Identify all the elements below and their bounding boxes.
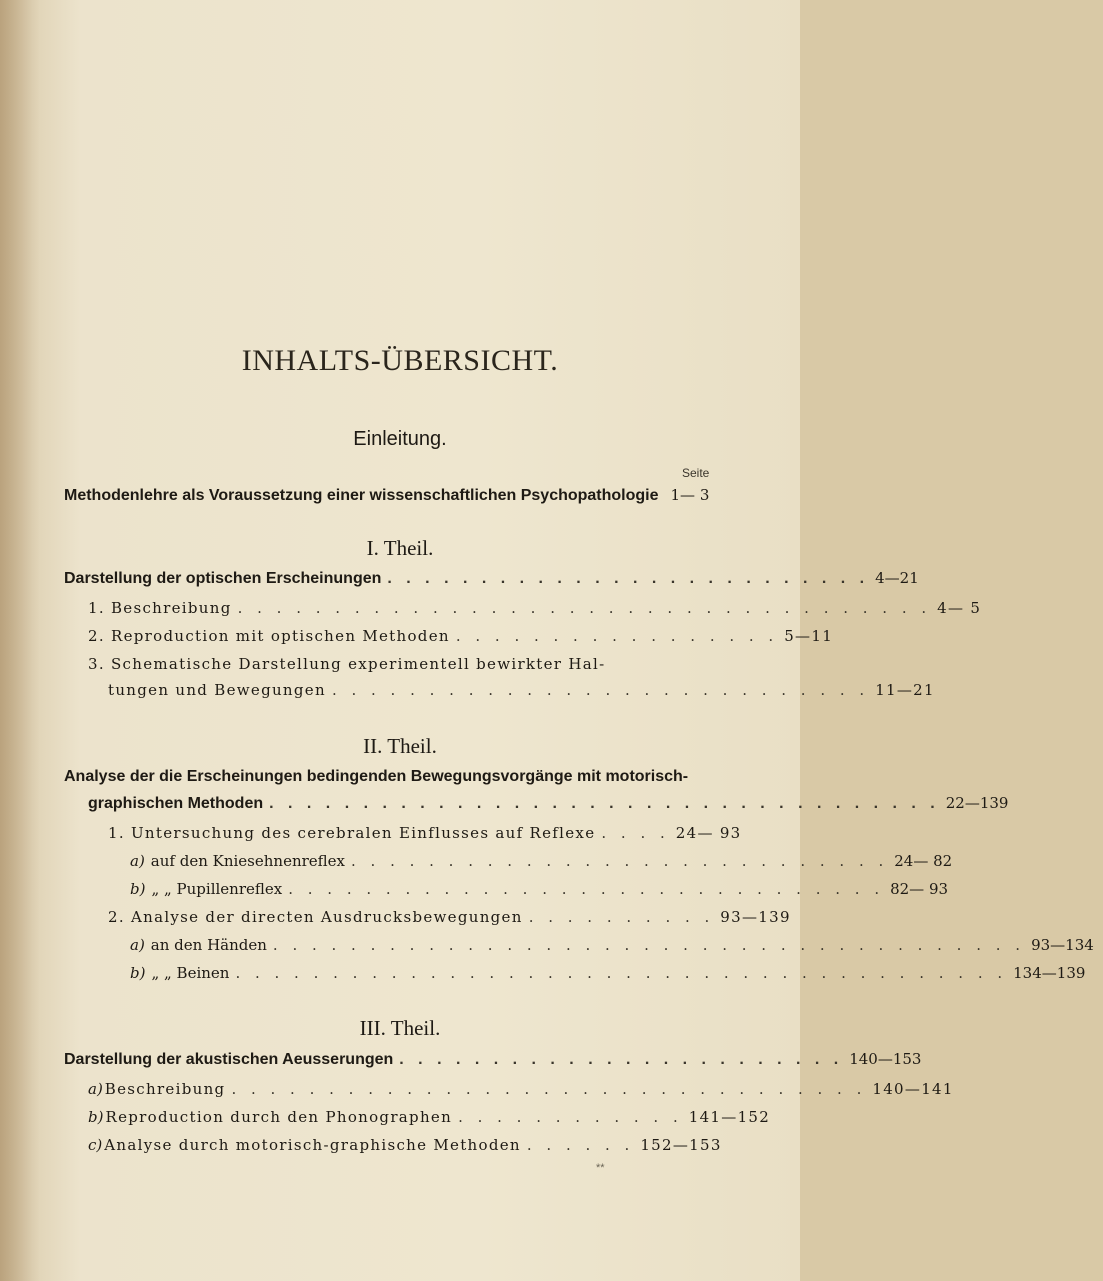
toc-entry-text: Methodenlehre als Voraussetzung einer wissenschaftlichen Psychopathologie — [64, 487, 659, 504]
toc-entry-methodenlehre — [64, 486, 716, 508]
toc-entry-schematische-line1 — [88, 655, 716, 677]
toc-entry-text: „ „ Beinen — [151, 964, 230, 982]
toc-entry-pages: 93—139 — [720, 908, 791, 926]
toc-entry-pages: 1— 3 — [670, 486, 710, 504]
toc-entry-text: tungen und Bewegungen — [108, 681, 326, 699]
toc-entry-prefix: a) — [130, 936, 145, 954]
theil3-heading: III. Theil. — [359, 1016, 441, 1040]
toc-entry-text: 2. Reproduction mit optischen Methoden — [88, 627, 450, 645]
toc-entry-prefix: b) — [88, 1108, 104, 1126]
toc-entry-prefix: b) — [130, 964, 146, 982]
toc-entry-text: Darstellung der akustischen Aeusserungen — [64, 1051, 394, 1068]
leader-dots: . . . . . . — [526, 1136, 635, 1154]
toc-entry-pages: 140—141 — [872, 1080, 954, 1098]
toc-entry-pages: 152—153 — [640, 1136, 722, 1154]
einleitung-heading: Einleitung. — [353, 428, 447, 450]
theil2-heading: II. Theil. — [363, 734, 437, 758]
toc-entry-prefix: c) — [88, 1136, 103, 1154]
signature-mark: ** — [596, 1162, 605, 1174]
leader-dots: . . . . . . . . . . . . . . . . . . . . . . . . . . . . — [331, 681, 870, 699]
toc-entry-kniesehnenreflex — [130, 852, 953, 874]
toc-entry-pages: 5—11 — [784, 627, 834, 645]
toc-entry-pages: 24— 82 — [894, 852, 953, 870]
seite-column-label: Seite — [682, 466, 710, 480]
leader-dots: . . . . . . . . . . . . . . . . . . . . . . . . . . . . . . . . . — [231, 1080, 867, 1098]
toc-entry-akust-beschreibung — [88, 1080, 954, 1102]
toc-entry-pupillenreflex — [130, 880, 949, 902]
toc-entry-beschreibung — [88, 599, 982, 621]
toc-entry-analyse-line2 — [88, 794, 1009, 816]
leader-dots: . . . . . . . . . . . . . . . . . . . . . . . . . . . . — [351, 852, 889, 870]
toc-entry-text: „ „ Pupillenreflex — [151, 880, 283, 898]
toc-entry-text: 3. Schematische Darstellung experimentell bewirkter Hal- — [88, 655, 606, 673]
toc-entry-pages: 4— 5 — [937, 599, 982, 617]
toc-entry-beinen — [130, 964, 1086, 986]
theil1-heading: I. Theil. — [366, 536, 434, 560]
toc-entry-text: Reproduction durch den Phonographen — [105, 1108, 453, 1126]
leader-dots: . . . . . . . . . . . . . . . . . . . . . . . . . . — [387, 570, 870, 587]
toc-entry-motorisch-graphisch — [88, 1136, 722, 1158]
toc-entry-pages: 11—21 — [875, 681, 935, 699]
toc-entry-analyse-line1 — [64, 768, 716, 790]
leader-dots: . . . . . . . . . . — [528, 908, 715, 926]
toc-entry-pages: 93—134 — [1031, 936, 1094, 954]
toc-entry-text: 1. Untersuchung des cerebralen Einflusses auf Reflexe — [108, 824, 596, 842]
leader-dots: . . . . . . . . . . . . . . . . . — [455, 627, 779, 645]
toc-entry-pages: 24— 93 — [675, 824, 742, 842]
toc-entry-pages: 4—21 — [875, 569, 919, 587]
leader-dots: . . . . . . . . . . . . — [458, 1108, 683, 1126]
leader-dots: . . . . . . . . . . . . . . . . . . . . . . . . . . . . . . . — [288, 880, 885, 898]
toc-entry-text: Analyse der die Erscheinungen bedingenden Bewegungsvorgänge mit motorisch- — [64, 768, 689, 785]
toc-entry-haenden — [130, 936, 1094, 958]
toc-entry-text: an den Händen — [150, 936, 267, 954]
toc-entry-text: 1. Beschreibung — [88, 599, 232, 617]
toc-entry-pages: 140—153 — [849, 1050, 922, 1068]
toc-entry-pages: 22—139 — [945, 794, 1009, 812]
toc-entry-reproduction-optisch — [88, 627, 834, 649]
leader-dots: . . . . . . . . . . . . . . . . . . . . . . . . . . . . . . . . . . . . — [237, 599, 932, 617]
toc-entry-prefix: a) — [88, 1080, 103, 1098]
toc-entry-pages: 141—152 — [688, 1108, 771, 1126]
toc-entry-pages: 134—139 — [1013, 964, 1086, 982]
toc-entry-prefix: a) — [130, 852, 145, 870]
toc-entry-ausdrucksbewegungen — [108, 908, 791, 930]
toc-entry-pages: 82— 93 — [890, 880, 949, 898]
leader-dots: . . . . . . . . . . . . . . . . . . . . . . . . . . . . . . . . . . . . . . . . — [235, 964, 1008, 982]
toc-entry-text: graphischen Methoden — [88, 795, 264, 812]
leader-dots: . . . . . . . . . . . . . . . . . . . . . . . . . . . . . . . . . . . . — [269, 795, 940, 812]
toc-entry-text: 2. Analyse der directen Ausdrucksbewegungen — [108, 908, 523, 926]
toc-entry-prefix: b) — [130, 880, 146, 898]
page-edge-shadow — [0, 0, 40, 1281]
toc-entry-untersuchung — [108, 824, 742, 846]
leader-dots: . . . . — [601, 824, 670, 842]
leader-dots: . . . . . . . . . . . . . . . . . . . . . . . . . . . . . . . . . . . . . . . — [272, 936, 1026, 954]
toc-entry-akustische — [64, 1050, 922, 1072]
page-title: INHALTS-ÜBERSICHT. — [241, 344, 559, 377]
toc-entry-text: Beschreibung — [104, 1080, 226, 1098]
toc-entry-phonographen — [88, 1108, 771, 1130]
toc-entry-text: auf den Kniesehnenreflex — [150, 852, 345, 870]
toc-entry-optische — [64, 569, 919, 591]
leader-dots: . . . . . . . . . . . . . . . . . . . . . . . . — [399, 1051, 844, 1068]
toc-entry-schematische-line2 — [108, 681, 935, 703]
toc-entry-text: Darstellung der optischen Erscheinungen — [64, 570, 382, 587]
toc-entry-text: Analyse durch motorisch-graphische Methoden — [104, 1136, 521, 1154]
